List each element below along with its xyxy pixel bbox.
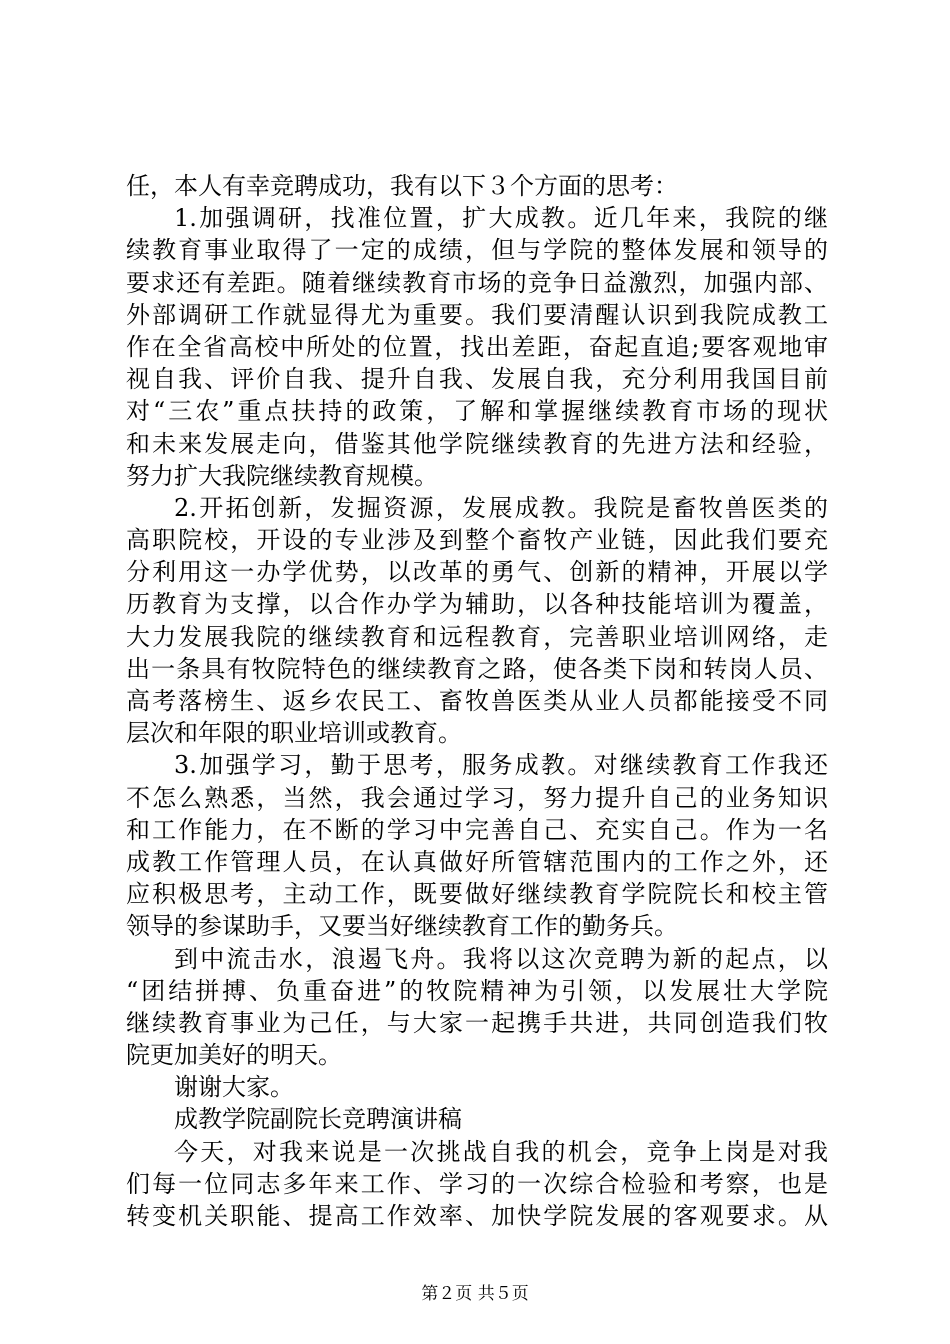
text-line: 续教育事业取得了一定的成绩，但与学院的整体发展和领导的 (126, 236, 828, 265)
paragraph (126, 1071, 828, 1103)
paragraph (126, 492, 828, 750)
text-line: 层次和年限的职业培训或教育。 (126, 719, 462, 748)
text-line: 成教工作管理人员，在认真做好所管辖范围内的工作之外，还 (126, 847, 828, 876)
text-line: 任，本人有幸竞聘成功，我有以下３个方面的思考： (126, 172, 678, 200)
text-line: 出一条具有牧院特色的继续教育之路，使各类下岗和转岗人员、 (126, 654, 828, 683)
text-line: 3.加强学习，勤于思考，服务成教。对继续教育工作我还 (174, 751, 828, 780)
text-line: 和工作能力，在不断的学习中完善自己、充实自己。作为一名 (126, 815, 828, 844)
paragraph (126, 170, 828, 202)
text-line: 高职院校，开设的专业涉及到整个畜牧产业链，因此我们要充 (126, 526, 828, 555)
text-line: 2.开拓创新，发掘资源，发展成教。我院是畜牧兽医类的 (174, 493, 828, 522)
text-line: 大力发展我院的继续教育和远程教育，完善职业培训网络，走 (126, 622, 828, 651)
text-line: 分利用这一办学优势，以改革的勇气、创新的精神，开展以学 (126, 558, 828, 587)
paragraph (126, 1103, 828, 1135)
text-line: 高考落榜生、返乡农民工、畜牧兽医类从业人员都能接受不同 (126, 687, 828, 715)
text-line: 作在全省高校中所处的位置，找出差距，奋起直追;要客观地审 (126, 332, 828, 361)
text-line: 视自我、评价自我、提升自我、发展自我，充分利用我国目前 (126, 365, 828, 394)
text-line: 和未来发展走向，借鉴其他学院继续教育的先进方法和经验， (126, 429, 828, 458)
text-line: 要求还有差距。随着继续教育市场的竞争日益激烈，加强内部、 (126, 268, 828, 297)
text-line: 到中流击水，浪遏飞舟。我将以这次竞聘为新的起点，以 (174, 944, 828, 973)
text-line: 转变机关职能、提高工作效率、加快学院发展的客观要求。从 (126, 1202, 828, 1230)
text-line: 对“三农”重点扶持的政策，了解和掌握继续教育市场的现状 (126, 397, 828, 426)
text-line: 1.加强调研，找准位置，扩大成教。近几年来，我院的继 (174, 204, 828, 233)
text-line: 院更加美好的明天。 (126, 1041, 342, 1070)
text-line: 今天，对我来说是一次挑战自我的机会，竞争上岗是对我 (174, 1137, 828, 1166)
text-line: 不怎么熟悉，当然，我会通过学习，努力提升自己的业务知识 (126, 783, 828, 812)
text-line: “团结拼搏、负重奋进”的牧院精神为引领，以发展壮大学院 (126, 976, 828, 1005)
text-line: 应积极思考，主动工作，既要做好继续教育学院院长和校主管 (126, 880, 828, 909)
text-line: 们每一位同志多年来工作、学习的一次综合检验和考察，也是 (126, 1169, 828, 1198)
paragraph (126, 749, 828, 942)
paragraph (126, 202, 828, 492)
text-line: 成教学院副院长竞聘演讲稿 (174, 1105, 462, 1134)
text-line: 历教育为支撑，以合作办学为辅助，以各种技能培训为覆盖， (126, 590, 828, 619)
page-footer: 第２页 共５页 (421, 1284, 529, 1304)
text-line: 外部调研工作就显得尤为重要。我们要清醒认识到我院成教工 (126, 300, 828, 329)
document-body (126, 170, 828, 1232)
paragraph (126, 943, 828, 1072)
text-line: 努力扩大我院继续教育规模。 (126, 461, 438, 490)
text-line: 继续教育事业为己任，与大家一起携手共进，共同创造我们牧 (126, 1008, 828, 1037)
text-line: 谢谢大家。 (174, 1073, 294, 1102)
paragraph (126, 1136, 828, 1233)
text-line: 领导的参谋助手，又要当好继续教育工作的勤务兵。 (126, 912, 678, 941)
